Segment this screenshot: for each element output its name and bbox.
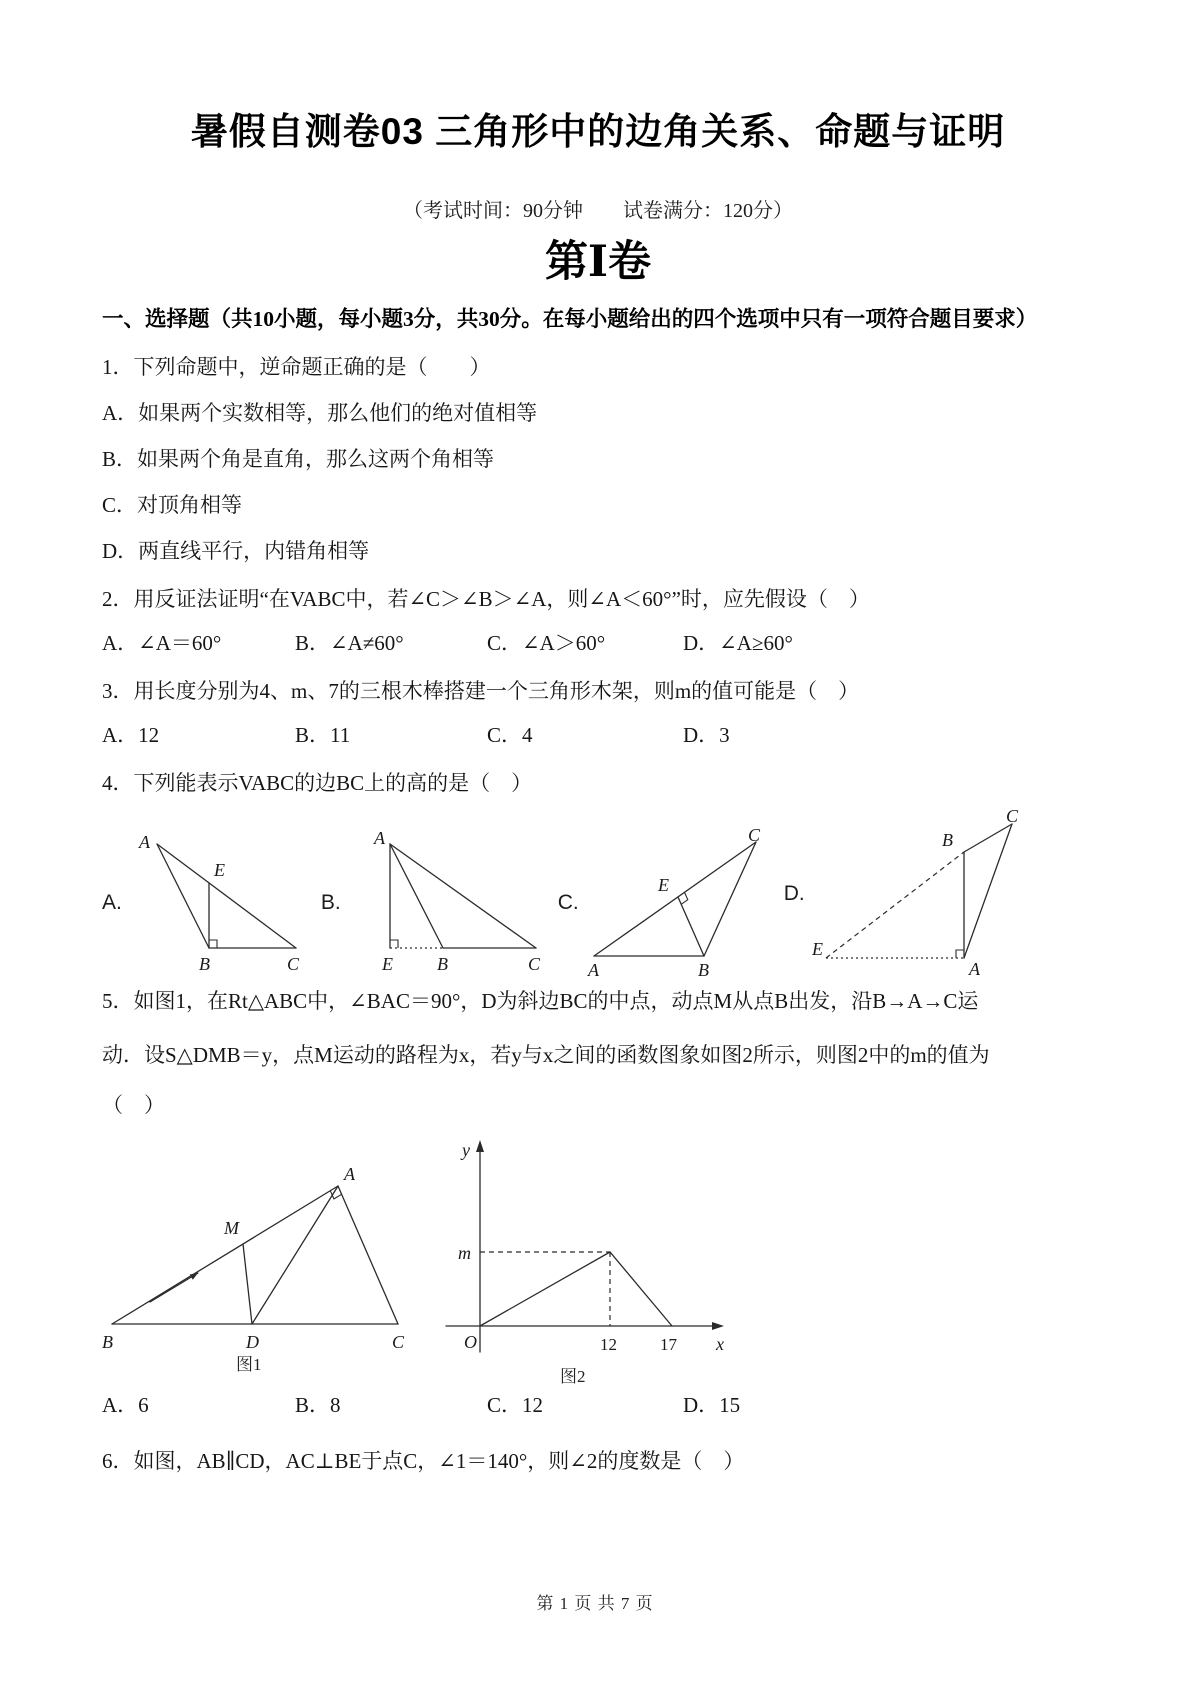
figure-c-letter: C. [557,891,579,914]
question-5-options [102,1390,1094,1420]
question-5-stem-line3: （ ） [102,1093,165,1117]
vertex-label: D [246,1332,259,1352]
page-footer: 第 1 页 共 7 页 [536,1594,654,1613]
triangle-figure-a [129,828,307,978]
vertex-label: C [747,828,760,845]
question-5-option-c: C．12 [487,1393,544,1417]
question-3-option-d: D．3 [683,723,730,747]
part-title: 第Ⅰ卷 [544,239,652,286]
triangle-figure-d [812,810,1042,978]
vertex-label: E [811,939,823,959]
question-2-option-b: B．∠A≠60° [295,631,404,655]
x-tick-17: 17 [660,1335,677,1354]
triangle-figure-b [348,828,544,978]
question-5-stem-line1: 5．如图1，在Rt△ABC中，∠BAC＝90°，D为斜边BC的中点，动点M从点B出发，沿B→A→C运 [102,989,979,1013]
vertex-label: E [657,875,669,895]
vertex-label: A [587,960,599,978]
figure-2-graph [432,1134,732,1386]
triangle-figure-c [586,828,770,978]
question-4-figures [102,810,1094,978]
figure-1-caption: 图1 [236,1355,262,1374]
m-tick-label: m [458,1243,471,1263]
vertex-label: B [198,954,210,974]
question-4-figure-c [558,828,770,978]
vertex-label: C [286,954,299,974]
question-1-option-d: D．两直线平行，内错角相等 [102,539,370,563]
vertex-label: C [1005,810,1018,826]
vertex-label: A [138,832,150,852]
vertex-label: B [697,960,709,978]
question-2-option-a: A．∠A＝60° [102,631,222,655]
question-6-stem: 6．如图，AB∥CD，AC⊥BE于点C，∠1＝140°，则∠2的度数是（ ） [102,1449,745,1473]
vertex-label: A [373,828,385,848]
question-5-stem-line2: 动．设S△DMB＝y，点M运动的路程为x，若y与x之间的函数图象如图2所示，则图2中的m的值为 [102,1043,990,1067]
vertex-label: C [527,954,540,974]
question-2-option-d: D．∠A≥60° [683,631,793,655]
vertex-label: A [968,959,980,978]
origin-label: O [464,1332,477,1352]
question-1-option-b: B．如果两个角是直角，那么这两个角相等 [102,447,495,471]
figure-d-letter: D. [783,882,805,905]
question-3-option-b: B．11 [295,723,351,747]
question-4-figure-a [102,828,307,978]
question-4-stem: 4．下列能表示VABC的边BC上的高的是（ ） [102,771,533,795]
vertex-label: M [224,1218,239,1238]
question-1-stem: 1．下列命题中，逆命题正确的是（ ） [102,355,491,379]
vertex-label: B [102,1332,113,1352]
figure-b-letter: B. [320,891,341,914]
vertex-label: E [213,860,225,880]
question-3-option-c: C．4 [487,723,533,747]
question-5-option-b: B．8 [295,1393,341,1417]
question-2-stem: 2．用反证法证明“在VABC中，若∠C＞∠B＞∠A，则∠A＜60°”时，应先假设（ ） [102,587,870,611]
question-3-stem: 3．用长度分别为4、m、7的三根木棒搭建一个三角形木架，则m的值可能是（ ） [102,679,860,703]
question-3-option-a: A．12 [102,723,160,747]
section-header: 一、选择题（共10小题，每小题3分，共30分。在每小题给出的四个选项中只有一项符合题目要求） [102,307,1038,331]
question-2-options [102,628,1094,658]
question-5-option-d: D．15 [683,1393,741,1417]
exam-info: （考试时间：90分钟 试卷满分：120分） [403,200,793,222]
vertex-label: C [392,1332,405,1352]
vertex-label: A [344,1164,355,1184]
question-4-figure-d [784,810,1042,978]
figure-2-caption: 图2 [560,1367,586,1386]
question-2-option-c: C．∠A＞60° [487,631,606,655]
vertex-label: B [436,954,448,974]
vertex-label: B [941,830,953,850]
question-5-option-a: A．6 [102,1393,149,1417]
question-3-options [102,720,1094,750]
figure-1-triangle [100,1134,420,1374]
x-axis-label: x [716,1334,724,1354]
page-title: 暑假自测卷03 三角形中的边角关系、命题与证明 [190,111,1006,152]
question-1-option-a: A．如果两个实数相等，那么他们的绝对值相等 [102,401,538,425]
question-4-figure-b [321,828,544,978]
figure-a-letter: A. [102,891,122,914]
question-1-option-c: C．对顶角相等 [102,493,243,517]
y-axis-label: y [462,1140,470,1160]
x-tick-12: 12 [600,1335,617,1354]
vertex-label: E [381,954,393,974]
question-5-figures [100,1134,1094,1386]
